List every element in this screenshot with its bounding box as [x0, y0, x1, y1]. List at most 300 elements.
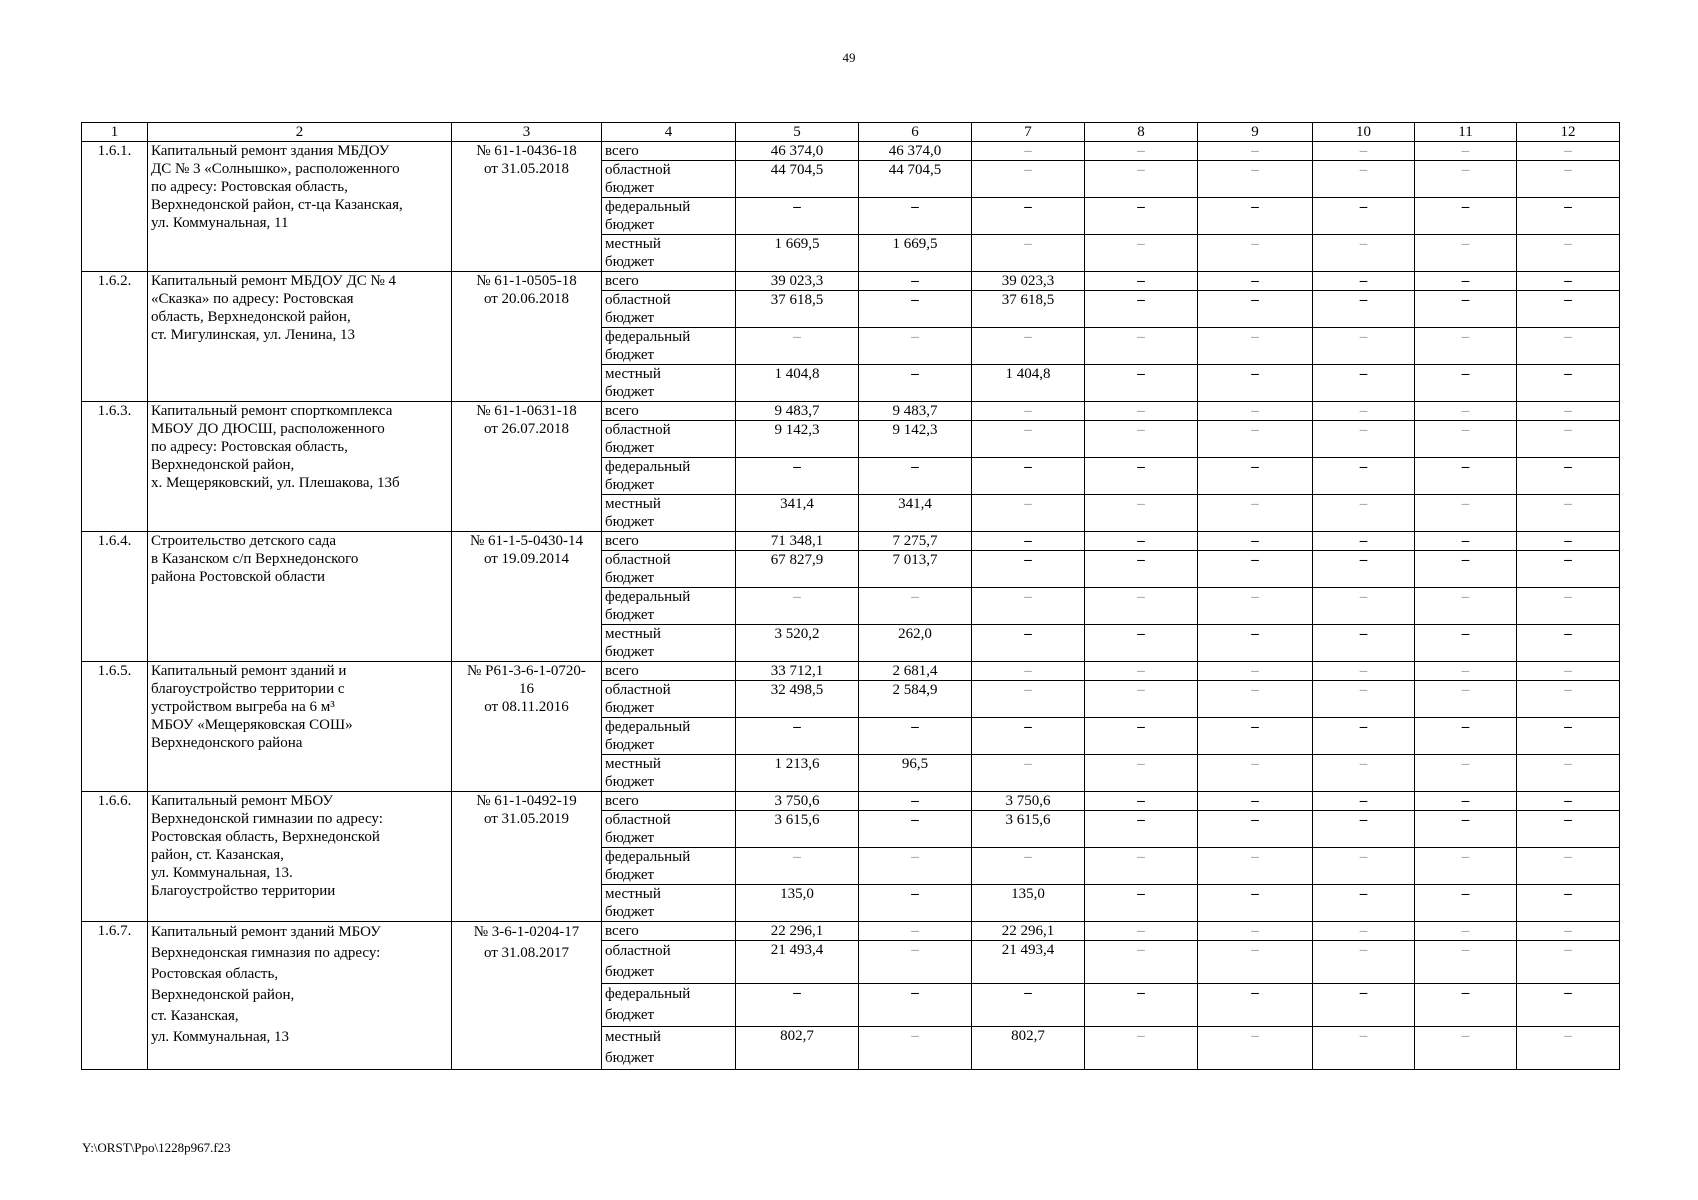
- funding-source: [602, 848, 736, 885]
- empty-amount-dash: –: [1085, 532, 1198, 551]
- empty-amount-dash: –: [1198, 142, 1313, 161]
- empty-amount-dash: –: [972, 142, 1085, 161]
- funding-source-line: бюджет: [605, 384, 655, 400]
- empty-amount-dash: –: [1085, 551, 1198, 588]
- project-name-line: Строительство детского сада: [151, 533, 337, 549]
- project-name: [148, 922, 452, 1070]
- funding-source-line: бюджет: [605, 700, 655, 716]
- empty-amount-dash: –: [1313, 458, 1415, 495]
- empty-amount-dash: –: [736, 848, 859, 885]
- empty-amount-dash: –: [736, 458, 859, 495]
- empty-amount-dash: –: [1198, 198, 1313, 235]
- registration-line: № 61-1-0436-18: [476, 143, 577, 159]
- empty-amount-dash: –: [1415, 681, 1517, 718]
- funding-source-line: федеральный: [605, 199, 691, 215]
- project-registration: [452, 792, 602, 922]
- funding-source: [602, 885, 736, 922]
- funding-source-line: федеральный: [605, 589, 691, 605]
- empty-amount-dash: –: [1085, 421, 1198, 458]
- empty-amount-dash: –: [1198, 1027, 1313, 1070]
- funding-source-line: бюджет: [605, 737, 655, 753]
- funding-source-line: бюджет: [605, 180, 655, 196]
- project-name-line: Верхнедонская гимназия по адресу:: [151, 945, 381, 961]
- empty-amount-dash: –: [859, 198, 972, 235]
- amount-cell: 46 374,0: [736, 142, 859, 161]
- project-name-line: область, Верхнедонской район,: [151, 309, 351, 325]
- project-name-line: район, ст. Казанская,: [151, 847, 284, 863]
- empty-amount-dash: –: [1313, 792, 1415, 811]
- funding-source: [602, 402, 736, 421]
- funding-source-line: всего: [605, 663, 639, 679]
- project-name-line: «Сказка» по адресу: Ростовская: [151, 291, 354, 307]
- header-row: [82, 123, 1620, 142]
- empty-amount-dash: –: [1198, 402, 1313, 421]
- project-name: [148, 662, 452, 792]
- empty-amount-dash: –: [972, 198, 1085, 235]
- empty-amount-dash: –: [1517, 328, 1620, 365]
- empty-amount-dash: –: [859, 272, 972, 291]
- registration-line: № 61-1-5-0430-14: [469, 533, 584, 549]
- funding-source-line: федеральный: [605, 986, 691, 1002]
- amount-cell: 3 520,2: [736, 625, 859, 662]
- project-name: [148, 792, 452, 922]
- empty-amount-dash: –: [1415, 718, 1517, 755]
- funding-source-line: местный: [605, 236, 661, 252]
- funding-source-line: всего: [605, 143, 639, 159]
- empty-amount-dash: –: [1415, 848, 1517, 885]
- empty-amount-dash: –: [1313, 718, 1415, 755]
- empty-amount-dash: –: [736, 588, 859, 625]
- empty-amount-dash: –: [972, 161, 1085, 198]
- amount-cell: 7 275,7: [859, 532, 972, 551]
- empty-amount-dash: –: [1517, 811, 1620, 848]
- empty-amount-dash: –: [1085, 495, 1198, 532]
- empty-amount-dash: –: [1517, 625, 1620, 662]
- empty-amount-dash: –: [972, 532, 1085, 551]
- empty-amount-dash: –: [859, 848, 972, 885]
- empty-amount-dash: –: [1517, 161, 1620, 198]
- funding-source-line: областной: [605, 812, 671, 828]
- empty-amount-dash: –: [972, 681, 1085, 718]
- table-row: [82, 662, 1620, 681]
- empty-amount-dash: –: [1313, 328, 1415, 365]
- empty-amount-dash: –: [859, 922, 972, 941]
- empty-amount-dash: –: [1415, 365, 1517, 402]
- empty-amount-dash: –: [1198, 681, 1313, 718]
- empty-amount-dash: –: [1085, 235, 1198, 272]
- empty-amount-dash: –: [1198, 662, 1313, 681]
- amount-cell: 3 615,6: [972, 811, 1085, 848]
- empty-amount-dash: –: [1415, 272, 1517, 291]
- funding-source: [602, 235, 736, 272]
- empty-amount-dash: –: [1313, 421, 1415, 458]
- project-registration: [452, 402, 602, 532]
- column-header-1: 1: [82, 123, 148, 142]
- empty-amount-dash: –: [972, 551, 1085, 588]
- empty-amount-dash: –: [1415, 588, 1517, 625]
- page-number: 49: [842, 50, 856, 65]
- funding-source: [602, 588, 736, 625]
- empty-amount-dash: –: [1517, 272, 1620, 291]
- empty-amount-dash: –: [1085, 458, 1198, 495]
- empty-amount-dash: –: [1313, 755, 1415, 792]
- amount-cell: 39 023,3: [972, 272, 1085, 291]
- funding-source-line: бюджет: [605, 607, 655, 623]
- funding-source-line: местный: [605, 886, 661, 902]
- table-row: [82, 272, 1620, 291]
- empty-amount-dash: –: [1313, 885, 1415, 922]
- empty-amount-dash: –: [1085, 328, 1198, 365]
- funding-source: [602, 272, 736, 291]
- project-name-line: Верхнедонской район, ст-ца Казанская,: [151, 197, 403, 213]
- registration-line: от 26.07.2018: [483, 421, 570, 437]
- empty-amount-dash: –: [1313, 551, 1415, 588]
- amount-cell: 1 404,8: [972, 365, 1085, 402]
- empty-amount-dash: –: [1085, 811, 1198, 848]
- funding-source-line: областной: [605, 943, 671, 959]
- empty-amount-dash: –: [1415, 755, 1517, 792]
- empty-amount-dash: –: [972, 625, 1085, 662]
- amount-cell: 1 404,8: [736, 365, 859, 402]
- funding-source-line: местный: [605, 626, 661, 642]
- empty-amount-dash: –: [1517, 718, 1620, 755]
- empty-amount-dash: –: [1517, 532, 1620, 551]
- amount-cell: 33 712,1: [736, 662, 859, 681]
- empty-amount-dash: –: [1517, 588, 1620, 625]
- project-name-line: Ростовская область,: [151, 966, 279, 982]
- funding-source: [602, 1027, 736, 1070]
- empty-amount-dash: –: [1313, 272, 1415, 291]
- project-name-line: ул. Коммунальная, 13: [151, 1029, 290, 1045]
- registration-line: от 31.08.2017: [483, 945, 570, 961]
- project-index: 1.6.3.: [82, 402, 148, 532]
- column-header-6: 6: [859, 123, 972, 142]
- empty-amount-dash: –: [972, 662, 1085, 681]
- empty-amount-dash: –: [859, 984, 972, 1027]
- empty-amount-dash: –: [1415, 235, 1517, 272]
- project-name-line: Верхнедонского района: [151, 735, 303, 751]
- empty-amount-dash: –: [1415, 941, 1517, 984]
- registration-line: 16: [519, 681, 534, 697]
- empty-amount-dash: –: [1198, 551, 1313, 588]
- project-name: [148, 142, 452, 272]
- empty-amount-dash: –: [859, 792, 972, 811]
- amount-cell: 9 483,7: [736, 402, 859, 421]
- empty-amount-dash: –: [859, 588, 972, 625]
- project-name-line: по адресу: Ростовская область,: [151, 439, 348, 455]
- amount-cell: 21 493,4: [972, 941, 1085, 984]
- empty-amount-dash: –: [1085, 885, 1198, 922]
- empty-amount-dash: –: [1085, 718, 1198, 755]
- amount-cell: 39 023,3: [736, 272, 859, 291]
- empty-amount-dash: –: [736, 984, 859, 1027]
- empty-amount-dash: –: [1085, 792, 1198, 811]
- empty-amount-dash: –: [1198, 495, 1313, 532]
- funding-source-line: всего: [605, 793, 639, 809]
- empty-amount-dash: –: [1517, 495, 1620, 532]
- funding-source-line: бюджет: [605, 644, 655, 660]
- amount-cell: 21 493,4: [736, 941, 859, 984]
- empty-amount-dash: –: [1517, 458, 1620, 495]
- project-name-line: Капитальный ремонт зданий и: [151, 663, 347, 679]
- registration-line: от 31.05.2019: [483, 811, 570, 827]
- column-header-8: 8: [1085, 123, 1198, 142]
- table-row: [82, 792, 1620, 811]
- empty-amount-dash: –: [972, 984, 1085, 1027]
- project-registration: [452, 532, 602, 662]
- empty-amount-dash: –: [1415, 291, 1517, 328]
- empty-amount-dash: –: [1415, 495, 1517, 532]
- project-name-line: ДС № 3 «Солнышко», расположенного: [151, 161, 400, 177]
- funding-source: [602, 421, 736, 458]
- amount-cell: 341,4: [736, 495, 859, 532]
- amount-cell: 135,0: [736, 885, 859, 922]
- empty-amount-dash: –: [1085, 984, 1198, 1027]
- amount-cell: 341,4: [859, 495, 972, 532]
- empty-amount-dash: –: [1517, 662, 1620, 681]
- funding-source-line: всего: [605, 273, 639, 289]
- empty-amount-dash: –: [1313, 625, 1415, 662]
- project-name-line: Верхнедонской гимназии по адресу:: [151, 811, 383, 827]
- project-name-line: МБОУ «Мещеряковская СОШ»: [151, 717, 353, 733]
- project-registration: [452, 922, 602, 1070]
- empty-amount-dash: –: [1085, 941, 1198, 984]
- empty-amount-dash: –: [1313, 588, 1415, 625]
- empty-amount-dash: –: [1085, 365, 1198, 402]
- funding-source-line: бюджет: [605, 310, 655, 326]
- registration-line: № 61-1-0505-18: [476, 273, 577, 289]
- table-row: [82, 402, 1620, 421]
- project-registration: [452, 662, 602, 792]
- amount-cell: 71 348,1: [736, 532, 859, 551]
- funding-source: [602, 458, 736, 495]
- funding-source-line: бюджет: [605, 440, 655, 456]
- empty-amount-dash: –: [1313, 662, 1415, 681]
- empty-amount-dash: –: [1198, 885, 1313, 922]
- empty-amount-dash: –: [859, 365, 972, 402]
- empty-amount-dash: –: [736, 328, 859, 365]
- empty-amount-dash: –: [1313, 495, 1415, 532]
- project-name: [148, 402, 452, 532]
- empty-amount-dash: –: [972, 328, 1085, 365]
- project-name-line: Верхнедонской район,: [151, 987, 295, 1003]
- empty-amount-dash: –: [1085, 625, 1198, 662]
- funding-source-line: областной: [605, 422, 671, 438]
- empty-amount-dash: –: [859, 291, 972, 328]
- column-header-11: 11: [1415, 123, 1517, 142]
- empty-amount-dash: –: [1198, 792, 1313, 811]
- empty-amount-dash: –: [1415, 458, 1517, 495]
- table-row: [82, 532, 1620, 551]
- funding-source-line: бюджет: [605, 774, 655, 790]
- funding-source-line: бюджет: [605, 904, 655, 920]
- funding-source-line: местный: [605, 1029, 661, 1045]
- empty-amount-dash: –: [1415, 1027, 1517, 1070]
- funding-source: [602, 161, 736, 198]
- empty-amount-dash: –: [1198, 755, 1313, 792]
- empty-amount-dash: –: [1198, 984, 1313, 1027]
- column-header-7: 7: [972, 123, 1085, 142]
- empty-amount-dash: –: [1517, 365, 1620, 402]
- funding-source: [602, 792, 736, 811]
- empty-amount-dash: –: [1313, 365, 1415, 402]
- registration-line: № Р61-3-6-1-0720-: [467, 663, 586, 679]
- empty-amount-dash: –: [1517, 421, 1620, 458]
- amount-cell: 1 669,5: [859, 235, 972, 272]
- amount-cell: 3 750,6: [972, 792, 1085, 811]
- project-name-line: по адресу: Ростовская область,: [151, 179, 348, 195]
- empty-amount-dash: –: [1517, 402, 1620, 421]
- footer-file-path: Y:\ORST\Ppo\1228p967.f23: [82, 1140, 231, 1155]
- amount-cell: 37 618,5: [736, 291, 859, 328]
- funding-source: [602, 291, 736, 328]
- empty-amount-dash: –: [1415, 922, 1517, 941]
- amount-cell: 46 374,0: [859, 142, 972, 161]
- empty-amount-dash: –: [1198, 291, 1313, 328]
- funding-source-line: бюджет: [605, 830, 655, 846]
- funding-source-line: бюджет: [605, 1050, 655, 1066]
- empty-amount-dash: –: [1085, 161, 1198, 198]
- empty-amount-dash: –: [859, 885, 972, 922]
- project-name-line: ул. Коммунальная, 11: [151, 215, 289, 231]
- amount-cell: 1 213,6: [736, 755, 859, 792]
- amount-cell: 44 704,5: [736, 161, 859, 198]
- empty-amount-dash: –: [1415, 625, 1517, 662]
- empty-amount-dash: –: [859, 718, 972, 755]
- registration-line: № 61-1-0492-19: [476, 793, 577, 809]
- empty-amount-dash: –: [1085, 681, 1198, 718]
- empty-amount-dash: –: [1415, 792, 1517, 811]
- empty-amount-dash: –: [1415, 328, 1517, 365]
- empty-amount-dash: –: [1313, 532, 1415, 551]
- empty-amount-dash: –: [1198, 458, 1313, 495]
- amount-cell: 22 296,1: [736, 922, 859, 941]
- project-index: 1.6.4.: [82, 532, 148, 662]
- project-index: 1.6.7.: [82, 922, 148, 1070]
- funding-source: [602, 662, 736, 681]
- empty-amount-dash: –: [1415, 161, 1517, 198]
- empty-amount-dash: –: [1415, 662, 1517, 681]
- empty-amount-dash: –: [1313, 984, 1415, 1027]
- funding-source: [602, 811, 736, 848]
- empty-amount-dash: –: [1313, 922, 1415, 941]
- funding-source: [602, 142, 736, 161]
- funding-source-line: всего: [605, 923, 639, 939]
- empty-amount-dash: –: [972, 402, 1085, 421]
- empty-amount-dash: –: [1198, 365, 1313, 402]
- funding-source: [602, 198, 736, 235]
- funding-source: [602, 922, 736, 941]
- project-name-line: Капитальный ремонт МБДОУ ДС № 4: [151, 273, 397, 289]
- empty-amount-dash: –: [1415, 811, 1517, 848]
- registration-line: от 20.06.2018: [483, 291, 570, 307]
- project-name-line: Верхнедонской район,: [151, 457, 295, 473]
- empty-amount-dash: –: [1085, 755, 1198, 792]
- empty-amount-dash: –: [1313, 161, 1415, 198]
- empty-amount-dash: –: [1313, 941, 1415, 984]
- amount-cell: 3 750,6: [736, 792, 859, 811]
- funding-source: [602, 532, 736, 551]
- empty-amount-dash: –: [1517, 291, 1620, 328]
- empty-amount-dash: –: [1517, 885, 1620, 922]
- amount-cell: 802,7: [736, 1027, 859, 1070]
- project-index: 1.6.6.: [82, 792, 148, 922]
- column-header-5: 5: [736, 123, 859, 142]
- amount-cell: 9 483,7: [859, 402, 972, 421]
- project-name-line: Ростовская область, Верхнедонской: [151, 829, 380, 845]
- funding-source: [602, 941, 736, 984]
- amount-cell: 7 013,7: [859, 551, 972, 588]
- project-name-line: в Казанском с/п Верхнедонского: [151, 551, 359, 567]
- funding-source-line: бюджет: [605, 477, 655, 493]
- empty-amount-dash: –: [1313, 198, 1415, 235]
- funding-source-line: бюджет: [605, 217, 655, 233]
- empty-amount-dash: –: [1198, 532, 1313, 551]
- funding-source-line: областной: [605, 162, 671, 178]
- amount-cell: 2 584,9: [859, 681, 972, 718]
- empty-amount-dash: –: [1198, 588, 1313, 625]
- empty-amount-dash: –: [859, 458, 972, 495]
- project-index: 1.6.5.: [82, 662, 148, 792]
- empty-amount-dash: –: [1517, 922, 1620, 941]
- funding-source: [602, 625, 736, 662]
- amount-cell: 262,0: [859, 625, 972, 662]
- amount-cell: 9 142,3: [736, 421, 859, 458]
- budget-table: [81, 122, 1620, 1070]
- empty-amount-dash: –: [1085, 402, 1198, 421]
- funding-source: [602, 495, 736, 532]
- empty-amount-dash: –: [1313, 848, 1415, 885]
- amount-cell: 44 704,5: [859, 161, 972, 198]
- empty-amount-dash: –: [1517, 235, 1620, 272]
- empty-amount-dash: –: [1517, 198, 1620, 235]
- funding-source-line: федеральный: [605, 459, 691, 475]
- empty-amount-dash: –: [1198, 718, 1313, 755]
- column-header-3: 3: [452, 123, 602, 142]
- project-name-line: МБОУ ДО ДЮСШ, расположенного: [151, 421, 385, 437]
- empty-amount-dash: –: [1198, 922, 1313, 941]
- funding-source: [602, 551, 736, 588]
- project-name: [148, 532, 452, 662]
- funding-source-line: бюджет: [605, 347, 655, 363]
- funding-source: [602, 718, 736, 755]
- funding-source-line: всего: [605, 533, 639, 549]
- empty-amount-dash: –: [1517, 142, 1620, 161]
- project-registration: [452, 272, 602, 402]
- empty-amount-dash: –: [1517, 792, 1620, 811]
- empty-amount-dash: –: [1313, 402, 1415, 421]
- empty-amount-dash: –: [1313, 811, 1415, 848]
- empty-amount-dash: –: [972, 718, 1085, 755]
- funding-source-line: областной: [605, 682, 671, 698]
- project-name-line: Капитальный ремонт спорткомплекса: [151, 403, 393, 419]
- empty-amount-dash: –: [1198, 235, 1313, 272]
- empty-amount-dash: –: [972, 458, 1085, 495]
- empty-amount-dash: –: [972, 755, 1085, 792]
- column-header-9: 9: [1198, 123, 1313, 142]
- funding-source-line: областной: [605, 292, 671, 308]
- amount-cell: 2 681,4: [859, 662, 972, 681]
- amount-cell: 802,7: [972, 1027, 1085, 1070]
- empty-amount-dash: –: [1085, 272, 1198, 291]
- project-name-line: ст. Казанская,: [151, 1008, 239, 1024]
- empty-amount-dash: –: [1085, 848, 1198, 885]
- empty-amount-dash: –: [972, 421, 1085, 458]
- empty-amount-dash: –: [859, 328, 972, 365]
- empty-amount-dash: –: [859, 811, 972, 848]
- empty-amount-dash: –: [1198, 848, 1313, 885]
- empty-amount-dash: –: [972, 588, 1085, 625]
